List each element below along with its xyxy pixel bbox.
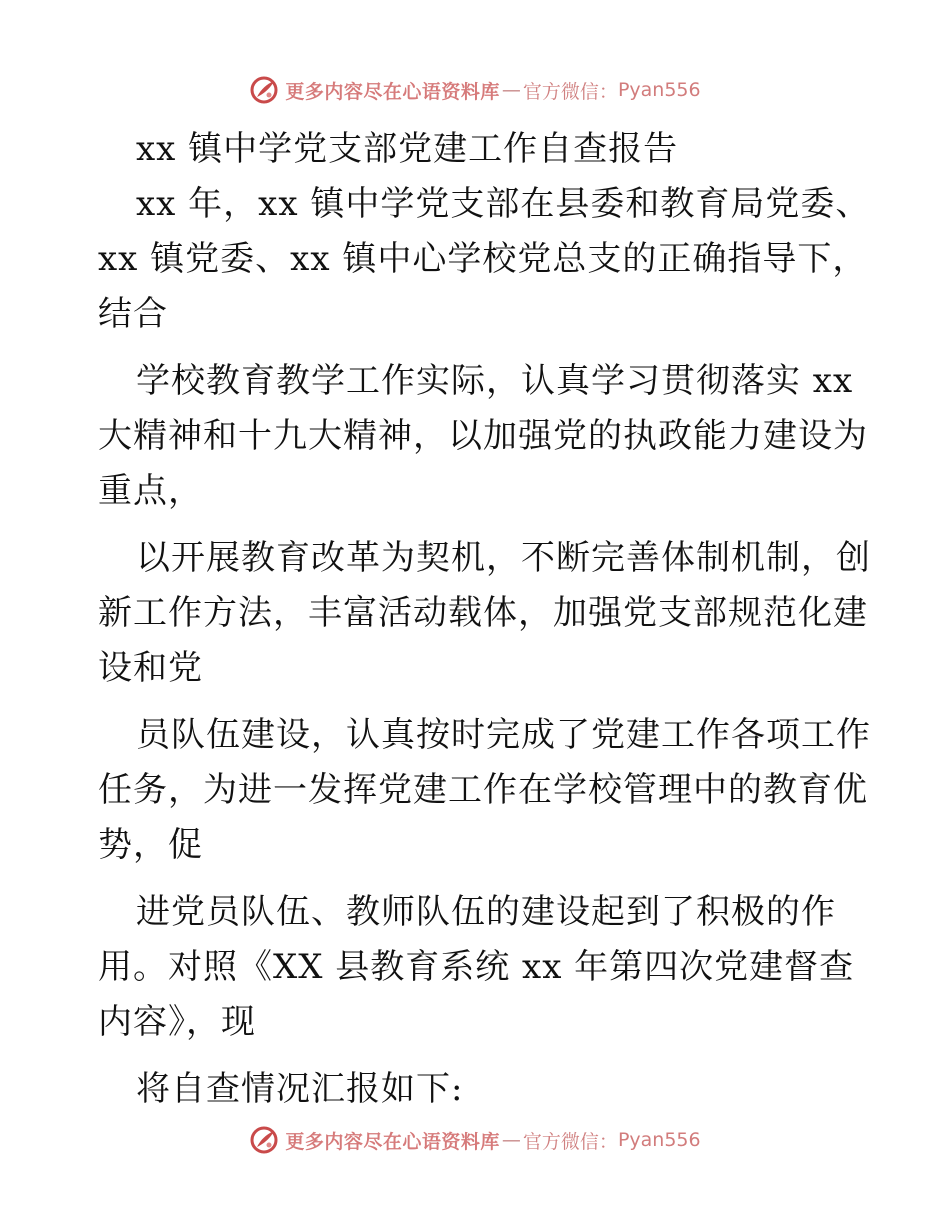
paragraph-line: 新工作方法，丰富活动载体，加强党支部规范化建 [98, 593, 868, 633]
paragraph-line: xx 年，xx 镇中学党支部在县委和教育局党委、 [136, 184, 871, 224]
paragraph-6 [98, 1062, 852, 1117]
watermark-wechat-label: 官方微信： [522, 1130, 618, 1153]
paragraph-line: 大精神和十九大精神，以加强党的执政能力建设为 [98, 416, 868, 456]
paragraph-line: 员队伍建设，认真按时完成了党建工作各项工作 [136, 715, 871, 755]
paragraph-line: 内容》，现 [98, 1002, 256, 1042]
paragraph-line: 学校教育教学工作实际，认真学习贯彻落实 xx [136, 361, 854, 401]
watermark-main-text: 更多内容尽在心语资料库 [285, 1130, 500, 1153]
paragraph-line: 以开展教育改革为契机，不断完善体制机制，创 [136, 538, 871, 578]
watermark-wechat-id: Pyan556 [617, 1129, 701, 1151]
quill-logo-icon [249, 1125, 279, 1155]
watermark-banner-top [0, 70, 950, 110]
watermark-wechat-id: Pyan556 [617, 79, 701, 101]
paragraph-line: 用。对照《XX 县教育系统 xx 年第四次党建督查 [98, 947, 855, 987]
paragraph-5 [98, 885, 855, 1050]
watermark-dash: — [501, 1129, 521, 1151]
paragraph-4 [98, 708, 871, 873]
watermark-wechat-label: 官方微信： [522, 80, 618, 103]
paragraph-line: 设和党 [98, 648, 203, 688]
paragraph-line: 重点， [98, 471, 203, 511]
paragraph-line: 将自查情况汇报如下: [136, 1069, 464, 1109]
document-title: xx 镇中学党支部党建工作自查报告 [136, 129, 679, 169]
paragraph-3 [98, 531, 871, 696]
watermark-main-text: 更多内容尽在心语资料库 [285, 80, 500, 103]
paragraph-line: 任务，为进一发挥党建工作在学校管理中的教育优 [98, 770, 868, 810]
paragraph-line: 结合 [98, 294, 168, 334]
watermark-banner-bottom [0, 1120, 950, 1160]
paragraph-2 [98, 354, 868, 519]
paragraph-1 [98, 177, 871, 342]
paragraph-line: xx 镇党委、xx 镇中心学校党总支的正确指导下， [98, 239, 868, 279]
quill-logo-icon [249, 75, 279, 105]
paragraph-line: 进党员队伍、教师队伍的建设起到了积极的作 [136, 892, 836, 932]
document-body [98, 122, 871, 1117]
paragraph-line: 势，促 [98, 825, 203, 865]
watermark-dash: — [501, 79, 521, 101]
